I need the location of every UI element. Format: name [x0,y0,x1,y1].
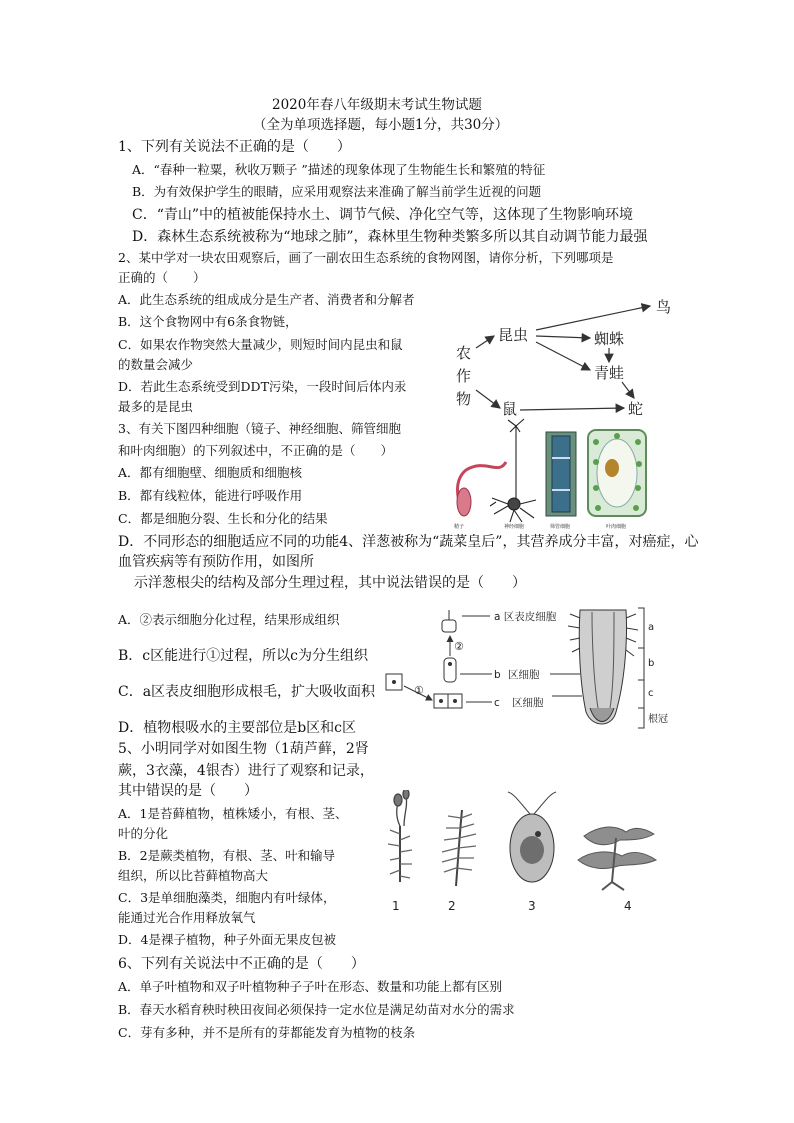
plant-number-1: 1 [392,899,400,913]
q2-option-c: C．如果农作物突然大量减少，则短时间内昆虫和鼠 [118,337,403,352]
root-tip-diagram [382,604,704,734]
four-cells-figure [446,418,656,530]
food-web-producer-1: 农 [456,344,472,362]
zone-a-label: a 区表皮细胞 [494,611,557,623]
cell-label-neuron: 神经细胞 [504,524,525,530]
q4-option-b: B．c区能进行①过程，所以c为分生组织 [118,648,368,664]
process-1-mark: ① [414,684,424,697]
q5-stem-cont: 蕨，3衣藻，4银杏）进行了观察和记录， [118,763,374,779]
q3-option-c: C．都是细胞分裂、生长和分化的结果 [118,511,328,526]
q3-option-b: B．都有线粒体，能进行呼吸作用 [118,488,303,503]
q2-option-b: B．这个食物网中有6条食物链， [118,314,298,329]
q3-stem: 3、有关下图四种细胞（镜子、神经细胞、筛管细胞 [118,421,401,436]
zone-a-mark: a [648,622,655,633]
q5-option-a: A．1是苔藓植物，植株矮小，有根、茎、 [118,806,348,821]
page-title: 2020年春八年级期末考试生物试题 [272,97,482,113]
q5-option-c-cont: 能通过光合作用释放氧气 [118,910,256,925]
chlamydomonas-image [508,792,556,882]
plant-number-3: 3 [528,899,536,913]
q6-option-c: C．芽有多种，并不是所有的芽都能发育为植物的枝条 [118,1025,416,1040]
q4-stem-cont: 示洋葱根尖的结构及部分生理过程，其中说法错误的是（ ） [134,575,526,591]
q2-stem-cont: 正确的（ ） [118,270,206,285]
zone-b-label: 区细胞 [508,669,540,681]
page-subtitle: （全为单项选择题，每小题1分，共30分） [253,117,509,133]
cell-label-sieve: 筛管细胞 [550,524,571,530]
food-web-bird: 鸟 [656,298,672,316]
sieve-tube-cell-image [546,432,576,516]
q6-stem: 6、下列有关说法中不正确的是（ ） [118,956,365,972]
q4-option-d: D．植物根吸水的主要部位是b区和c区 [118,720,357,736]
zone-b-mark: b [648,658,655,669]
q2-option-d: D．若此生态系统受到DDT污染，一段时间后体内汞 [118,379,407,394]
q5-option-b-cont: 组织，所以比苔藓植物高大 [118,868,269,883]
q2-option-c-cont: 的数量会减少 [118,357,194,372]
q3-option-d: D．不同形态的细胞适应不同的功能4、洋葱被称为“蔬菜皇后”，其营养成分丰富，对癌症，心 [118,534,699,550]
q3-option-a: A．都有细胞壁、细胞质和细胞核 [118,465,303,480]
q6-option-a: A．单子叶植物和双子叶植物种子子叶在形态、数量和功能上都有区别 [118,979,503,994]
q1-option-d: D．森林生态系统被称为“地球之肺”，森林里生物种类繁多所以其自动调节能力最强 [132,229,648,245]
plant-number-2: 2 [448,899,456,913]
q5-stem: 5、小明同学对如图生物（1葫芦藓，2肾 [118,741,369,757]
plant-number-4: 4 [624,899,632,913]
q5-option-c: C．3是单细胞藻类，细胞内有叶绿体， [118,890,336,905]
sperm-cell-image [457,462,506,516]
q1-stem: 1、下列有关说法不正确的是（ ） [118,139,351,155]
food-web-spider: 蜘蛛 [594,330,625,348]
q4-option-c: C．a区表皮细胞形成根毛，扩大吸收面积 [118,684,376,700]
q2-option-a: A．此生态系统的组成成分是生产者、消费者和分解者 [118,292,415,307]
food-web-insect: 昆虫 [498,326,529,344]
q5-stem-cont2: 其中错误的是（ ） [118,783,258,799]
q4-stem: 血管疾病等有预防作用，如图所 [118,554,314,570]
food-web-snake: 蛇 [628,400,644,418]
q1-option-a: A．“春种一粒粟，秋收万颗子 ”描述的现象体现了生物能生长和繁殖的特征 [132,162,546,177]
root-tip-image [568,610,638,724]
q6-option-b: B．春天水稻育秧时秧田夜间必须保持一定水位是满足幼苗对水分的需求 [118,1002,515,1017]
ginkgo-image [578,827,656,890]
food-web-mouse: 鼠 [502,400,518,418]
zone-b-letter: b [494,669,501,681]
q4-option-a: A．②表示细胞分化过程，结果形成组织 [118,612,340,627]
q5-option-b: B．2是蕨类植物，有根、茎、叶和输导 [118,848,336,863]
cell-label-sperm: 精子 [454,524,465,530]
q1-option-b: B．为有效保护学生的眼睛，应采用观察法来准确了解当前学生近视的问题 [132,184,542,199]
q2-stem: 2、某中学对一块农田观察后，画了一副农田生态系统的食物网图，请你分析，下列哪项是 [118,250,614,265]
food-web-diagram [444,290,684,420]
mesophyll-cell-image [588,430,646,516]
zone-c-mark: c [648,688,654,699]
food-web-producer-2: 作 [456,367,472,385]
moss-image [388,790,412,882]
zone-c-letter: c [494,697,500,709]
neuron-cell-image [490,419,536,522]
fern-image [442,810,476,886]
root-cap-mark: 根冠 [648,714,668,725]
q1-option-c: C．“青山”中的植被能保持水土、调节气候、净化空气等，这体现了生物影响环境 [132,207,634,223]
q3-stem-cont: 和叶肉细胞）的下列叙述中，不正确的是（ ） [118,443,394,458]
q5-option-a-cont: 叶的分化 [118,826,169,841]
food-web-producer-3: 物 [456,390,472,408]
q2-option-d-cont: 最多的是昆虫 [118,399,194,414]
q5-option-d: D．4是裸子植物，种子外面无果皮包被 [118,932,336,947]
zone-c-label: 区细胞 [512,697,544,709]
process-2-mark: ② [454,640,464,653]
cell-label-mesophyll: 叶肉细胞 [606,524,627,530]
four-plants-figure [378,790,668,916]
food-web-frog: 青蛙 [594,364,625,382]
